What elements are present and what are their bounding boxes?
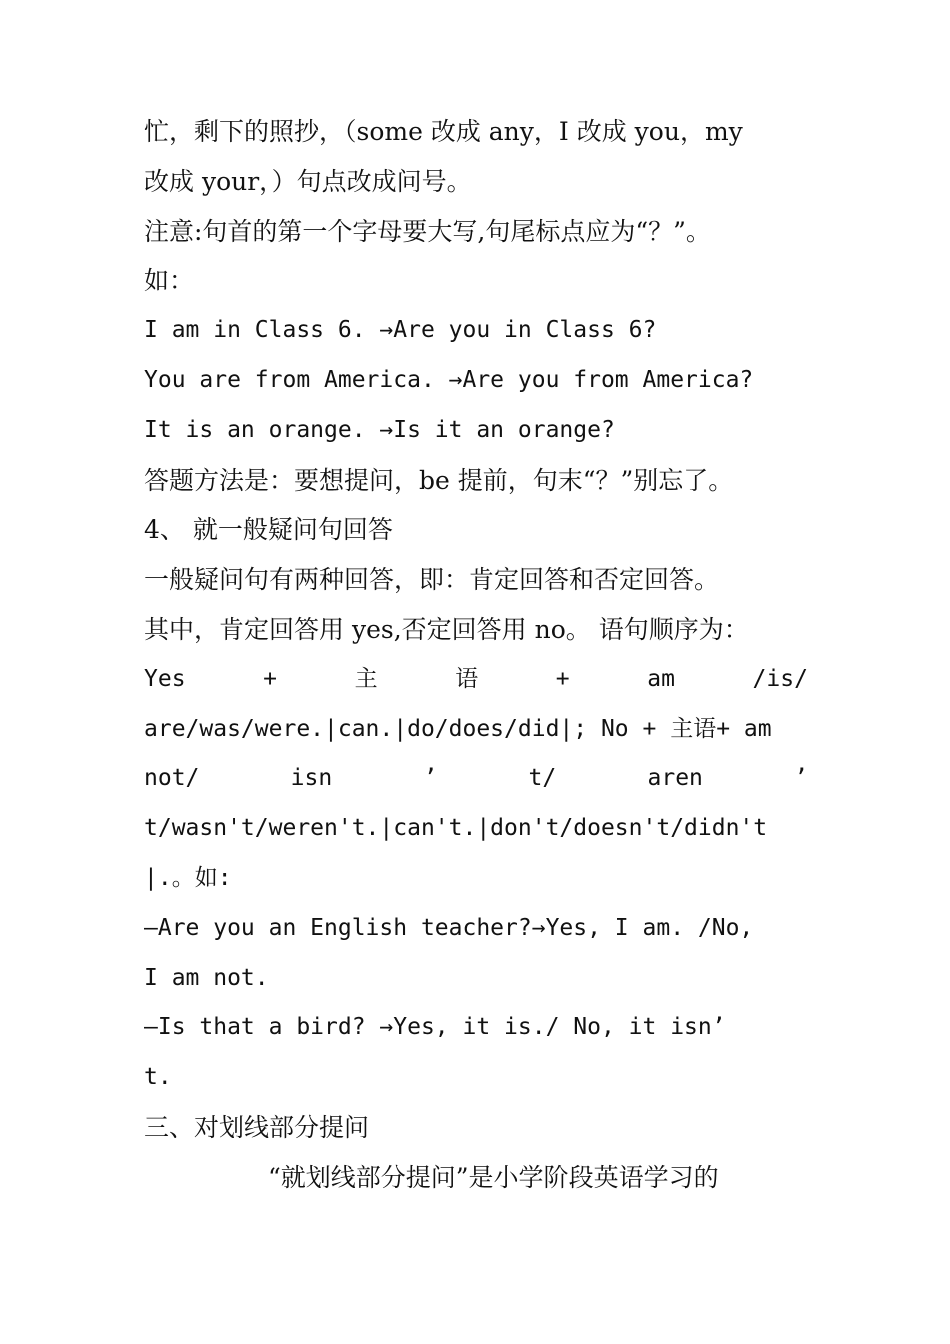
text-line-order: 其中，肯定回答用 yes,否定回答用 no。 语句顺序为： [144,614,749,644]
section-heading-4: 4、 就一般疑问句回答 [144,515,393,545]
pattern-token: + [263,665,277,692]
section-heading-3: 三、对划线部分提问 [144,1112,370,1142]
pattern-token: ’ [794,765,808,792]
example-intro: 如： [144,266,195,296]
pattern-line-no [144,754,808,804]
pattern-token: 主 [354,665,378,692]
pattern-token: + [555,665,570,692]
method-line: 答题方法是：要想提问，be 提前，句末“？”别忘了。 [144,465,734,495]
text-line-1: 忙，剩下的照抄，（some 改成 any，I 改成 you，my [144,117,743,146]
example-line-1: I am in Class 6. →Are you in Class 6? [144,317,657,344]
pattern-token: ’ [423,765,438,792]
pattern-token: Yes [144,665,186,692]
paragraph-start: “就划线部分提问”是小学阶段英语学习的 [268,1162,719,1192]
dialog-line-3: —Is that a bird? →Yes, it is./ No, it isn’ [144,1014,726,1041]
pattern-token: isn [290,765,333,792]
pattern-token: t/ [528,765,557,792]
pattern-line-5: |.。如: [144,864,232,891]
pattern-token: /is/ [752,665,808,692]
pattern-token: aren [647,765,703,792]
example-line-3: It is an orange. →Is it an orange? [144,416,615,443]
note-line: 注意:句首的第一个字母要大写,句尾标点应为“？”。 [144,216,711,246]
pattern-line-yes [144,655,808,705]
text-line-2: 改成 your，）句点改成问号。 [144,166,472,196]
text-line-answers: 一般疑问句有两种回答，即：肯定回答和否定回答。 [144,565,720,595]
pattern-token: am [647,665,675,692]
dialog-line-1: —Are you an English teacher?→Yes, I am. /No, [144,914,754,941]
document-page [144,107,808,1203]
example-line-2: You are from America. →Are you from America? [144,366,754,393]
pattern-line-4: t/wasn't/weren't.|can't.|don't/doesn't/didn't [144,815,768,842]
dialog-line-4: t. [144,1064,172,1091]
dialog-line-2: I am not. [144,964,269,991]
pattern-token: not/ [144,765,200,792]
pattern-token: 语 [455,665,479,692]
pattern-line-2: are/was/were.|can.|do/does/did|; No + 主语+ am [144,715,772,742]
